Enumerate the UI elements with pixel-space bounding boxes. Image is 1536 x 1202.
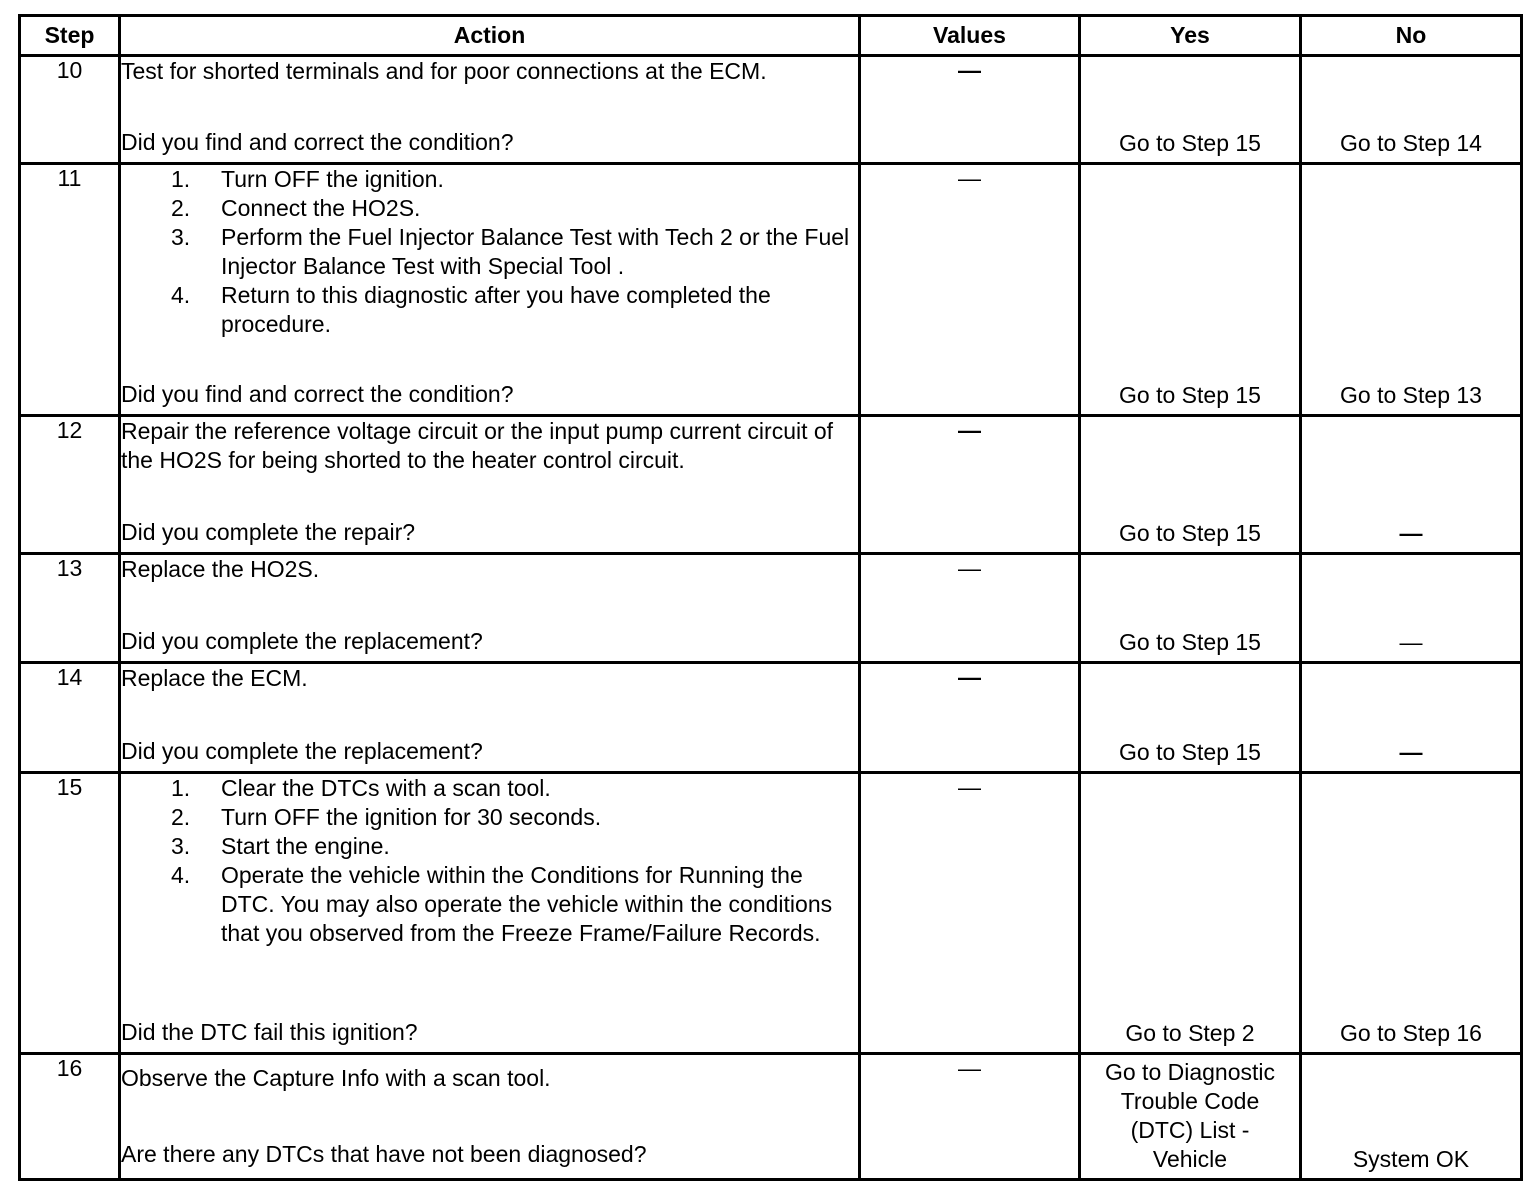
yes-cell — [1080, 663, 1301, 773]
values-cell — [860, 554, 1080, 663]
list-item: 3. Start the engine. — [171, 833, 390, 859]
action-cell — [120, 56, 860, 164]
yes-cell — [1080, 56, 1301, 164]
no-cell — [1301, 56, 1522, 164]
step-number: 12 — [20, 416, 120, 554]
yes-cell — [1080, 554, 1301, 663]
action-question: Did you complete the replacement? — [121, 628, 483, 654]
no-text: Go to Step 13 — [1340, 382, 1482, 408]
list-item: 2. Connect the HO2S. — [171, 195, 421, 221]
action-question: Did you complete the replacement? — [121, 738, 483, 764]
no-cell — [1301, 416, 1522, 554]
values-cell — [860, 663, 1080, 773]
action-question: Did you complete the repair? — [121, 519, 416, 545]
action-cell — [120, 1054, 860, 1180]
values-dash: — — [958, 417, 981, 443]
yes-cell — [1080, 1054, 1301, 1180]
action-question: Did the DTC fail this ignition? — [121, 1019, 418, 1045]
no-cell — [1301, 773, 1522, 1054]
header-row — [20, 16, 1522, 56]
action-cell — [120, 773, 860, 1054]
table-row — [20, 164, 1522, 416]
no-cell — [1301, 1054, 1522, 1180]
no-text: — — [1399, 520, 1423, 546]
list-item: 2. Turn OFF the ignition for 30 seconds. — [171, 804, 602, 830]
table-row — [20, 554, 1522, 663]
values-dash: — — [958, 1055, 981, 1081]
yes-text: Go to Step 15 — [1119, 629, 1261, 655]
action-text: Observe the Capture Info with a scan tool. — [121, 1065, 551, 1091]
list-item: 4. Return to this diagnostic after you have completed the procedure. — [171, 282, 771, 337]
step-number: 15 — [20, 773, 120, 1054]
action-text: Replace the ECM. — [121, 665, 308, 691]
yes-cell — [1080, 773, 1301, 1054]
list-item: 3. Perform the Fuel Injector Balance Test with Tech 2 or the Fuel Injector Balance Test with Special Tool . — [171, 224, 850, 279]
table-row — [20, 56, 1522, 164]
no-text: Go to Step 16 — [1340, 1020, 1482, 1046]
no-text: — — [1399, 629, 1423, 655]
step-number: 14 — [20, 663, 120, 773]
no-text: — — [1399, 739, 1423, 765]
action-steps-list — [121, 774, 858, 948]
yes-text: Go to Step 15 — [1119, 739, 1261, 765]
diagnostic-table — [18, 14, 1523, 1181]
action-text: Test for shorted terminals and for poor connections at the ECM. — [121, 58, 767, 84]
action-question: Did you find and correct the condition? — [121, 381, 514, 407]
values-cell — [860, 773, 1080, 1054]
action-steps-list — [121, 165, 858, 339]
no-cell — [1301, 164, 1522, 416]
values-dash: — — [958, 774, 981, 800]
action-text: Repair the reference voltage circuit or the input pump current circuit of the HO2S for being shorted to the heater control circuit. — [121, 418, 834, 473]
list-item: 4. Operate the vehicle within the Conditions for Running the DTC. You may also operate the vehicle within the conditions that you observed from the Freeze Frame/Failure Records. — [171, 862, 833, 946]
values-dash: — — [958, 555, 981, 581]
yes-cell — [1080, 164, 1301, 416]
yes-text: Go to Diagnostic Trouble Code (DTC) List - Vehicle — [1104, 1059, 1276, 1172]
values-dash: — — [958, 57, 981, 83]
yes-text: Go to Step 2 — [1125, 1020, 1255, 1046]
step-number: 16 — [20, 1054, 120, 1180]
yes-cell — [1080, 416, 1301, 554]
table-row — [20, 416, 1522, 554]
yes-text: Go to Step 15 — [1119, 520, 1261, 546]
list-item: 1. Clear the DTCs with a scan tool. — [171, 775, 551, 801]
header-no: No — [1301, 16, 1522, 56]
step-number: 11 — [20, 164, 120, 416]
table-row — [20, 773, 1522, 1054]
yes-text: Go to Step 15 — [1119, 130, 1261, 156]
values-dash: — — [958, 165, 981, 191]
no-cell — [1301, 663, 1522, 773]
table-row — [20, 1054, 1522, 1180]
action-question: Did you find and correct the condition? — [121, 129, 514, 155]
action-question: Are there any DTCs that have not been diagnosed? — [121, 1141, 647, 1167]
no-text: System OK — [1352, 1146, 1470, 1172]
no-text: Go to Step 14 — [1340, 130, 1482, 156]
action-cell — [120, 663, 860, 773]
values-cell — [860, 164, 1080, 416]
table-row — [20, 663, 1522, 773]
step-number: 13 — [20, 554, 120, 663]
header-step: Step — [20, 16, 120, 56]
values-cell — [860, 56, 1080, 164]
action-text: Replace the HO2S. — [121, 556, 320, 582]
yes-text: Go to Step 15 — [1119, 382, 1261, 408]
header-yes: Yes — [1080, 16, 1301, 56]
action-cell — [120, 164, 860, 416]
action-cell — [120, 416, 860, 554]
list-item: 1. Turn OFF the ignition. — [171, 166, 444, 192]
values-cell — [860, 1054, 1080, 1180]
action-cell — [120, 554, 860, 663]
values-cell — [860, 416, 1080, 554]
header-action: Action — [120, 16, 860, 56]
header-values: Values — [860, 16, 1080, 56]
values-dash: — — [958, 664, 981, 690]
no-cell — [1301, 554, 1522, 663]
step-number: 10 — [20, 56, 120, 164]
